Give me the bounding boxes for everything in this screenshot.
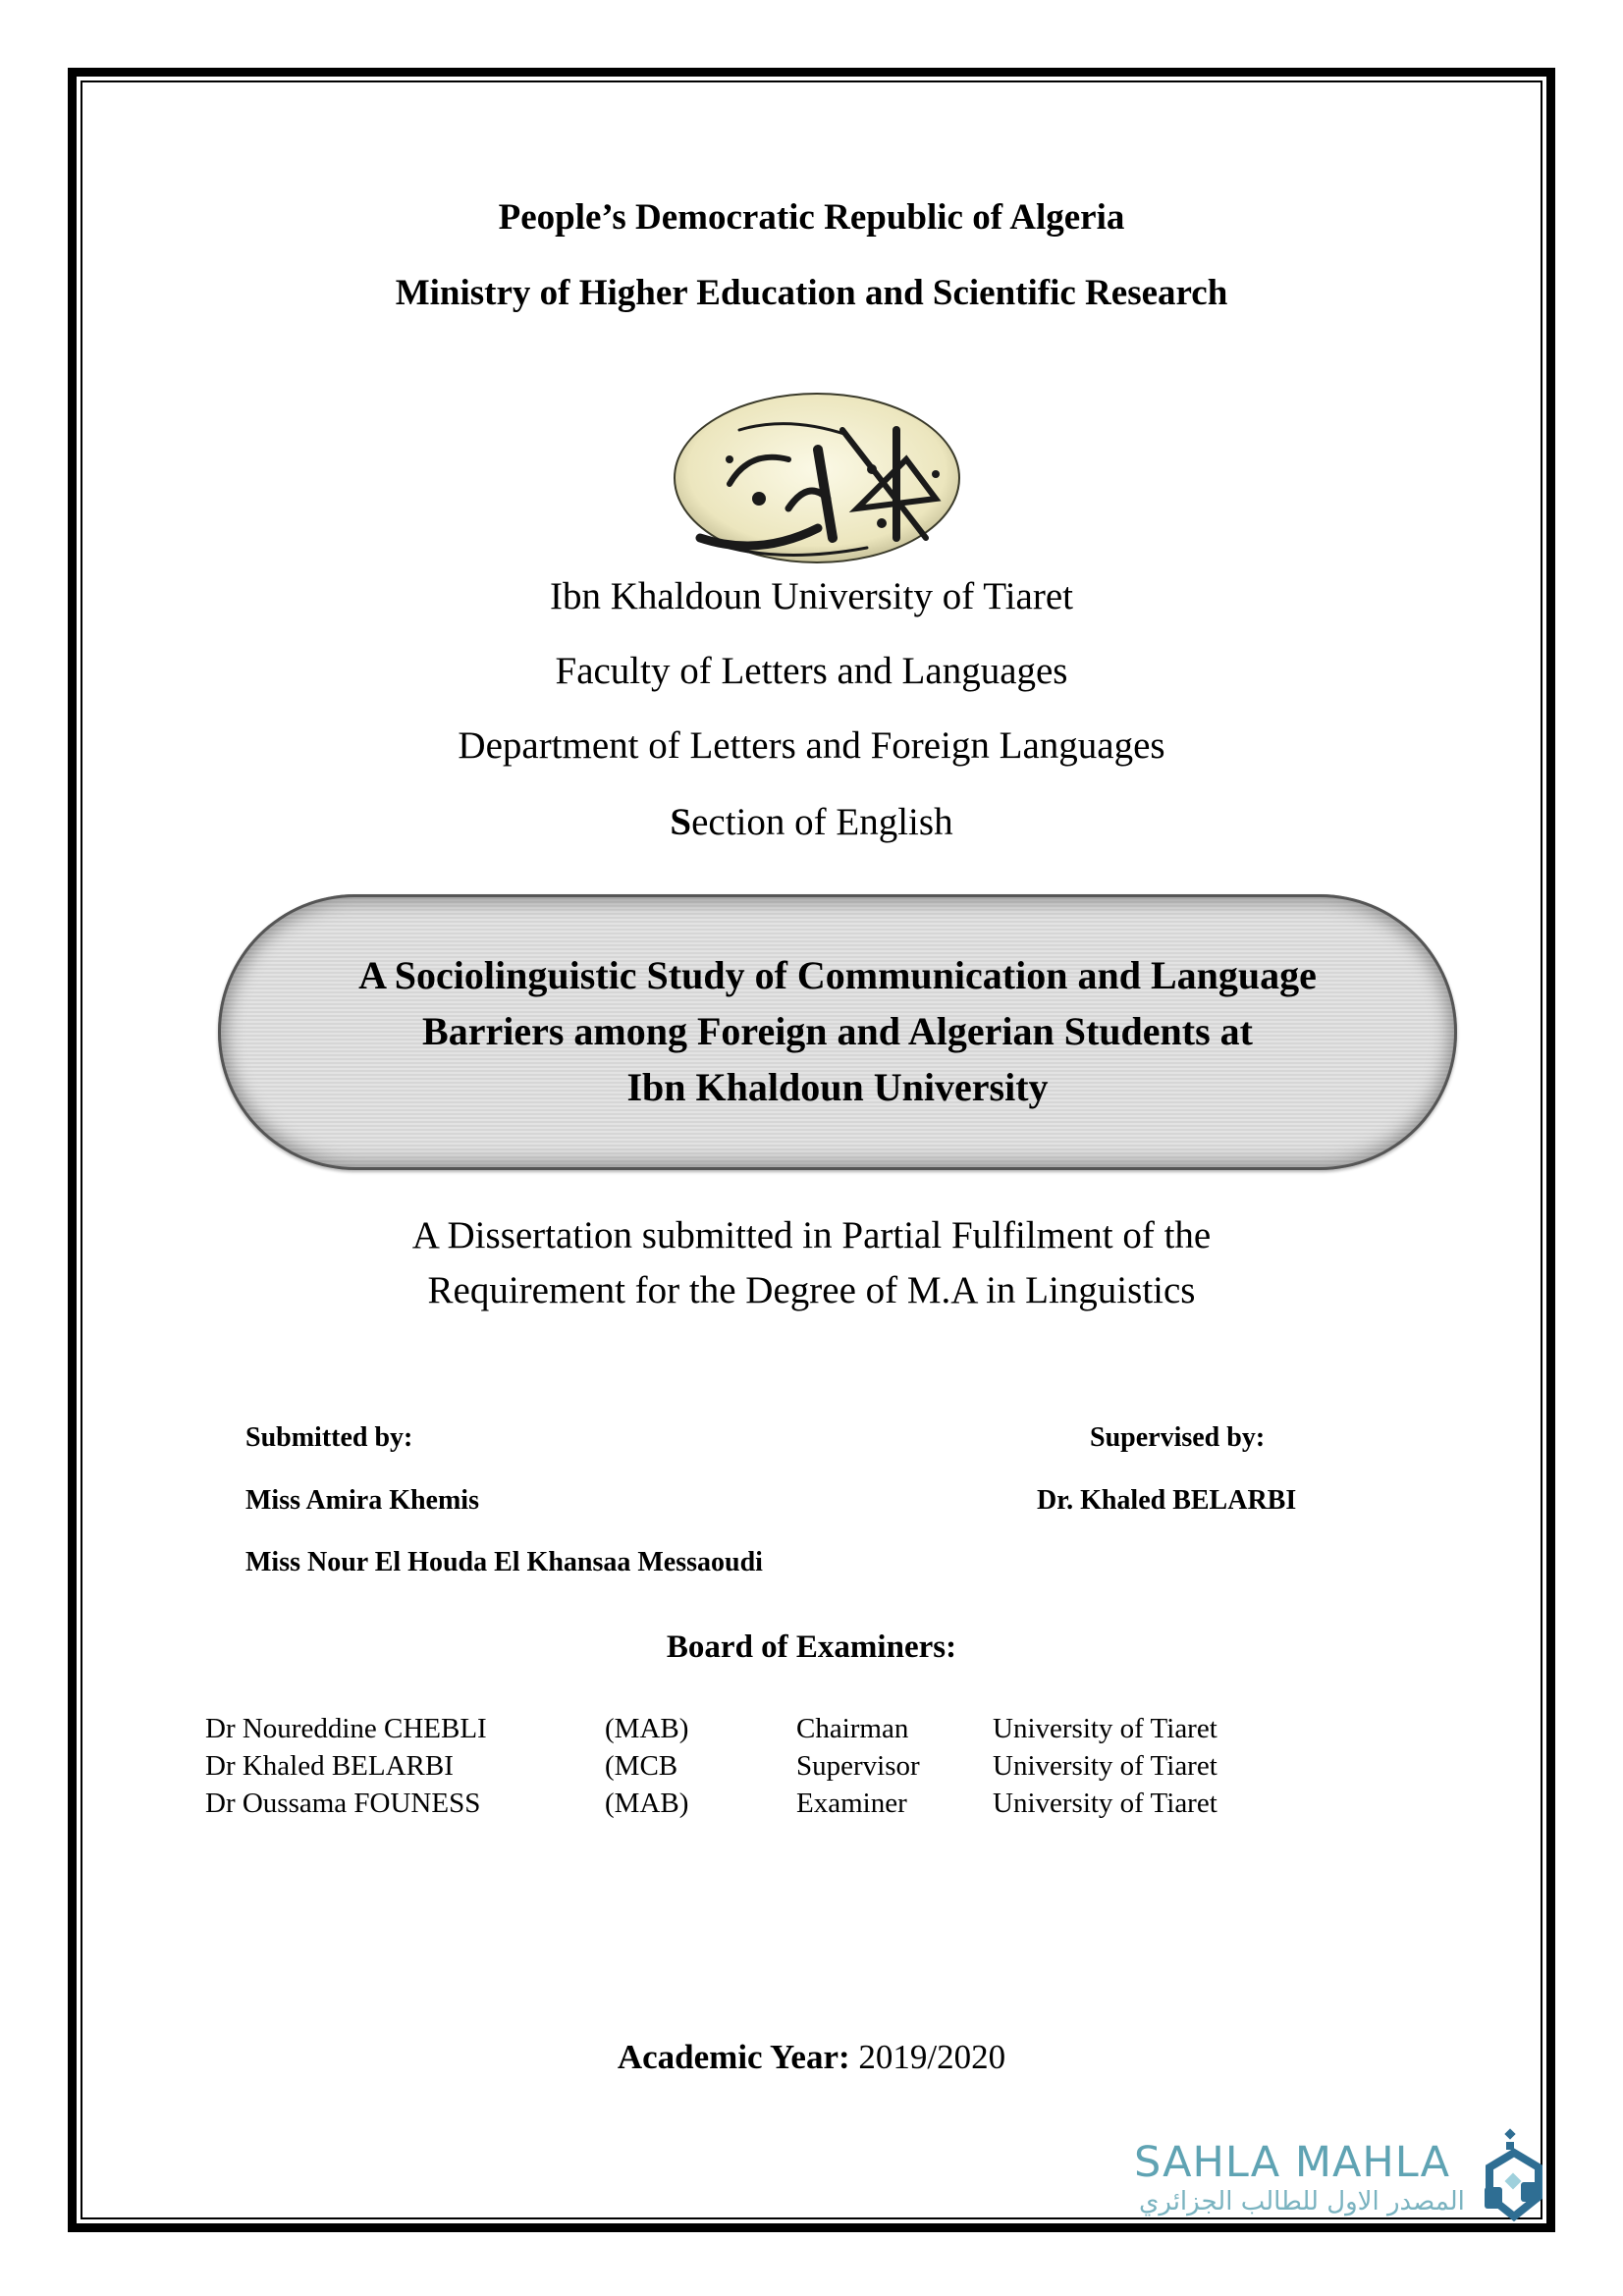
sahla-mahla-logo-icon	[1480, 2128, 1548, 2226]
examiner-role: Examiner	[796, 1788, 907, 1819]
student-2: Miss Nour El Houda El Khansaa Messaoudi	[245, 1547, 763, 1577]
examiner-role: Chairman	[796, 1713, 909, 1744]
supervisor-name: Dr. Khaled BELARBI	[1037, 1485, 1297, 1516]
examiner-institution: University of Tiaret	[993, 1788, 1217, 1819]
title-line-2: Barriers among Foreign and Algerian Students at	[422, 1009, 1253, 1053]
examiner-grade: (MCB	[605, 1750, 678, 1782]
supervised-by-label: Supervised by:	[1090, 1422, 1266, 1453]
examiner-institution: University of Tiaret	[993, 1750, 1217, 1782]
sahla-mahla-watermark	[1134, 2138, 1546, 2226]
dissertation-title	[218, 947, 1457, 1115]
student-1: Miss Amira Khemis	[245, 1485, 479, 1516]
examiner-name: Dr Oussama FOUNESS	[205, 1788, 481, 1819]
submitted-by-label: Submitted by:	[245, 1422, 413, 1453]
university-calligraphy-seal-icon	[671, 391, 963, 565]
section-rest: ection of English	[691, 801, 953, 843]
examiner-grade: (MAB)	[605, 1713, 689, 1744]
dissertation-line-2: Requirement for the Degree of M.A in Linguistics	[427, 1269, 1196, 1311]
examiner-name: Dr Khaled BELARBI	[205, 1750, 454, 1782]
department-name: Department of Letters and Foreign Languages	[458, 724, 1165, 767]
board-of-examiners-title: Board of Examiners:	[666, 1629, 957, 1665]
country-heading: People’s Democratic Republic of Algeria	[498, 197, 1125, 238]
watermark-brand: SAHLA MAHLA	[1134, 2138, 1451, 2187]
examiner-grade: (MAB)	[605, 1788, 689, 1819]
title-line-3: Ibn Khaldoun University	[626, 1065, 1049, 1109]
section-initial: S	[670, 801, 692, 843]
watermark-tagline: المصدر الاول للطالب الجزائري	[1139, 2187, 1465, 2216]
academic-year	[0, 2038, 1623, 2077]
ministry-heading: Ministry of Higher Education and Scientific Research	[395, 273, 1228, 313]
title-line-1: A Sociolinguistic Study of Communication and Language	[358, 953, 1317, 997]
section-name	[0, 800, 1623, 844]
faculty-name: Faculty of Letters and Languages	[555, 650, 1068, 692]
examiner-institution: University of Tiaret	[993, 1713, 1217, 1744]
dissertation-line-1: A Dissertation submitted in Partial Fulfilment of the	[411, 1214, 1212, 1256]
academic-year-label: Academic Year:	[617, 2038, 850, 2076]
university-name: Ibn Khaldoun University of Tiaret	[550, 575, 1073, 617]
examiner-name: Dr Noureddine CHEBLI	[205, 1713, 487, 1744]
academic-year-value: 2019/2020	[849, 2038, 1006, 2076]
examiner-role: Supervisor	[796, 1750, 920, 1782]
